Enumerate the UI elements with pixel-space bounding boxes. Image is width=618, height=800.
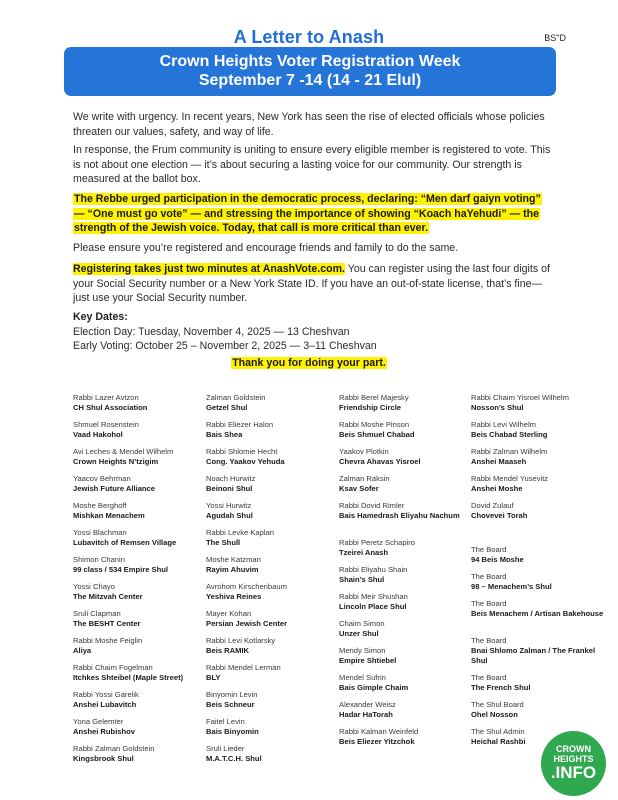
signatory-name: Shimon Chanin (73, 555, 125, 564)
signatory-organization: M.A.T.C.H. Shul (206, 754, 262, 763)
signatory (339, 420, 474, 440)
signatory-name: Rabbi Moshe Feiglin (73, 636, 143, 645)
signatory-organization: Anshei Maaseh (471, 457, 527, 466)
signatory (73, 582, 208, 602)
signatory-name: Mendel Sufrin (339, 673, 386, 682)
signatory-name: Yona Gelemter (73, 717, 124, 726)
signatory (206, 663, 341, 683)
signatory-organization: Hadar HaTorah (339, 710, 393, 719)
rebbe-highlight: The Rebbe urged participation in the democratic process, declaring: “Men darf gaiyn voting” — “One must go vote” — and stressing the importance of showing “Koach haYehudi” — the strength of the Jewish voice. Today, that call is more critical than ever. (74, 193, 541, 234)
signatory-organization: Jewish Future Alliance (73, 484, 156, 493)
signatory (206, 528, 341, 548)
crownheights-logo (541, 731, 606, 796)
signatory-name: Shmuel Rosenstein (73, 420, 139, 429)
signatory-name: The Board (471, 673, 507, 682)
signatory-name: Rabbi Eliezer Halon (206, 420, 274, 429)
signatory (73, 420, 208, 440)
signatory-organization: Bais Binyomin (206, 727, 259, 736)
signatory-organization: Ksav Sofer (339, 484, 379, 493)
signatory-organization: Beis RAMIK (206, 646, 250, 655)
signatory-name: Yossi Blachman (73, 528, 127, 537)
signatory (339, 700, 474, 720)
signatory-organization: The French Shul (471, 683, 531, 692)
signatory-name: Rabbi Eliyahu Shain (339, 565, 408, 574)
signatory (471, 572, 606, 592)
signatory-organization: Crown Heights N’tzigim (73, 457, 159, 466)
signatory-organization: Tzeirei Anash (339, 548, 389, 557)
signatory (73, 663, 208, 683)
logo-line2: .INFO (550, 763, 597, 782)
signatory-organization: The BESHT Center (73, 619, 141, 628)
signatory-name: Sruli Clapman (73, 609, 121, 618)
signatory-organization: Unzer Shul (339, 629, 379, 638)
signatory-name: Rabbi Peretz Schapiro (339, 538, 415, 547)
signatory (206, 501, 341, 521)
signatory-organization: Rayim Ahuvim (206, 565, 259, 574)
signatory-organization: 99 class / 534 Empire Shul (73, 565, 168, 574)
signatory-organization: Bais Hamedrash Eliyahu Nachum (339, 511, 460, 520)
signatory-name: Rabbi Shlomie Hecht (206, 447, 278, 456)
early-voting: Early Voting: October 25 – November 2, 2025 — 3–11 Cheshvan (73, 340, 377, 352)
signatory-name: Moshe Berghoff (73, 501, 127, 510)
signatory-name: Yaakov Plotkin (339, 447, 389, 456)
signatory-name: Rabbi Meir Shushan (339, 592, 408, 601)
signatory (73, 690, 208, 710)
signatory (206, 474, 341, 494)
signatory (471, 420, 606, 440)
signatory-name: Binyomin Levin (206, 690, 258, 699)
signatory-name: Zalman Raksin (339, 474, 390, 483)
signatory-organization: Vaad Hakohol (73, 430, 123, 439)
signatory (471, 501, 606, 521)
signatory-organization: Kingsbrook Shul (73, 754, 134, 763)
signatory-organization: Persian Jewish Center (206, 619, 288, 628)
signatory (206, 744, 341, 764)
signatory-organization: Chovevei Torah (471, 511, 528, 520)
letter-title: A Letter to Anash (233, 27, 385, 47)
signatory-organization: Bais Shea (206, 430, 243, 439)
signatory-organization: Shain’s Shul (339, 575, 385, 584)
signatory-organization: Cong. Yaakov Yehuda (206, 457, 285, 466)
signatory-organization: Beis Schneur (206, 700, 255, 709)
signatory-name: Zalman Goldstein (206, 393, 266, 402)
signatory-name: Rabbi Levke Kaplan (206, 528, 274, 537)
signatory-organization: Lincoln Place Shul (339, 602, 407, 611)
paragraph-urgency: We write with urgency. In recent years, New York has seen the rise of elected officials whose policies threaten our values, safety, and way of life. (73, 111, 545, 138)
signatory-organization: Itchkes Shteibel (Maple Street) (73, 673, 184, 682)
signatory-name: Rabbi Kalman Weinfeld (339, 727, 419, 736)
signatory-organization: Beis Menachem / Artisan Bakehouse (471, 609, 604, 618)
signatory (73, 393, 208, 413)
election-day: Election Day: Tuesday, November 4, 2025 — 13 Cheshvan (73, 325, 350, 338)
signatory-name: The Board (471, 545, 507, 554)
signatory (206, 393, 341, 413)
signatory-organization: CH Shul Association (73, 403, 148, 412)
thanks-highlight: Thank you for doing your part. (232, 357, 386, 369)
signatory (471, 673, 606, 693)
signatory-organization: BLY (206, 673, 221, 682)
signatory-name: Rabbi Zalman Wilhelm (471, 447, 548, 456)
signatory-organization: Bnai Shlomo Zalman / The Frankel Shul (471, 646, 596, 665)
signatory-organization: Ohel Nosson (471, 710, 518, 719)
key-dates-heading: Key Dates: (73, 311, 128, 323)
signatory-name: Rabbi Mendel Lerman (206, 663, 281, 672)
signatory-organization: Getzel Shul (206, 403, 248, 412)
signatory-name: Mendy Simon (339, 646, 386, 655)
signatory-name: Rabbi Dovid Rimler (339, 501, 405, 510)
signatory-name: Avrohom Kirschenbaum (206, 582, 287, 591)
signatory-name: The Board (471, 636, 507, 645)
signatory-organization: Heichal Rashbi (471, 737, 526, 746)
key-dates (73, 310, 553, 354)
paragraph-rebbe (73, 192, 553, 236)
signatory-name: Sruli Lieder (206, 744, 245, 753)
signatory-organization: Beis Shmuel Chabad (339, 430, 415, 439)
banner-heading: Crown Heights Voter Registration Week (159, 53, 461, 70)
signatory-organization: Bais Gimple Chaim (339, 683, 409, 692)
signatory (206, 447, 341, 467)
signatory (73, 609, 208, 629)
signatory-organization: Nosson’s Shul (471, 403, 524, 412)
signatory-name: The Board (471, 599, 507, 608)
signatory (339, 501, 474, 521)
signatory (339, 646, 474, 666)
signatory (339, 447, 474, 467)
signatory (73, 636, 208, 656)
signatory (339, 592, 474, 612)
signatory-organization: Yeshiva Reines (206, 592, 262, 601)
signatory-organization: 94 Beis Moshe (471, 555, 524, 564)
signatory (339, 393, 474, 413)
signatory-name: Alexander Weisz (339, 700, 396, 709)
signatory-name: Mayer Kohan (206, 609, 252, 618)
registering-details: You can register using the last four digits of your Social Security number or a New York State ID. If you have an out-of-state license, that’s fine—just use your Social Security number. (73, 263, 550, 304)
paragraph-ensure: Please ensure you’re registered and encourage friends and family to do the same. (73, 242, 459, 254)
signatory-organization: Lubavitch of Remsen Village (73, 538, 177, 547)
signatory (471, 393, 606, 413)
signatory (471, 545, 606, 565)
signatory-organization: 98 – Menachem’s Shul (471, 582, 552, 591)
signatory (471, 636, 606, 666)
logo-line1: CROWN HEIGHTS (553, 744, 594, 764)
signatory (206, 420, 341, 440)
signatory (206, 609, 341, 629)
signatory-organization: Empire Shtiebel (339, 656, 397, 665)
signatory-organization: Chevra Ahavas Yisroel (339, 457, 421, 466)
signatory (73, 501, 208, 521)
signatory-organization: Beinoni Shul (206, 484, 253, 493)
signatory-organization: Anshei Rubishov (73, 727, 136, 736)
signatory (339, 565, 474, 585)
signatory (73, 555, 208, 575)
signatory (339, 673, 474, 693)
signatory (73, 744, 208, 764)
signatory-name: Rabbi Levi Wilhelm (471, 420, 536, 429)
signatory-name: The Board (471, 572, 507, 581)
signatory (206, 636, 341, 656)
signatory-name: Rabbi Moshe Pinson (339, 420, 410, 429)
signatory (471, 599, 606, 619)
signatory-name: The Shul Admin (471, 727, 525, 736)
signatory (339, 474, 474, 494)
paragraph-registering (73, 262, 553, 306)
title-banner (64, 47, 556, 96)
signatory-name: Chaim Simon (339, 619, 385, 628)
signatory-name: Rabbi Yossi Garelik (73, 690, 139, 699)
bsd-mark: BS"D (544, 33, 566, 43)
signatory (206, 555, 341, 575)
signatory-organization: Anshei Lubavitch (73, 700, 137, 709)
signatory-organization: Beis Eliezer Yitzchok (339, 737, 415, 746)
signatory (73, 528, 208, 548)
signatory (206, 690, 341, 710)
signatory-name: Avi Leches & Mendel Wilhelm (73, 447, 174, 456)
signatory-organization: Mishkan Menachem (73, 511, 145, 520)
signatory (206, 717, 341, 737)
signatory-name: Rabbi Lazer Avtzon (73, 393, 139, 402)
signatory (471, 447, 606, 467)
signatory-organization: Agudah Shul (206, 511, 253, 520)
signatory-organization: Friendship Circle (339, 403, 402, 412)
registering-highlight: Registering takes just two minutes at AnashVote.com. (73, 263, 345, 275)
signatory-name: Rabbi Levi Kotlarsky (206, 636, 276, 645)
signatory-name: Yossi Hurwitz (206, 501, 252, 510)
signatory-name: Rabbi Chaim Fogelman (73, 663, 153, 672)
signatory (471, 700, 606, 720)
signatory-organization: Aliya (73, 646, 92, 655)
signatory-name: Noach Hurwitz (206, 474, 256, 483)
signatory (339, 619, 474, 639)
signatory-name: Dovid Zulauf (471, 501, 514, 510)
signatory-name: Yossi Chayo (73, 582, 115, 591)
banner-dates: September 7 -14 (14 - 21 Elul) (198, 72, 422, 89)
signatory-name: Rabbi Chaim Yisroel Wilhelm (471, 393, 569, 402)
signatory-organization: Anshei Moshe (471, 484, 523, 493)
signatory (73, 447, 208, 467)
signatory (339, 538, 474, 558)
signatory-organization: The Shull (206, 538, 241, 547)
signatory-organization: The Mitzvah Center (73, 592, 143, 601)
signatory (339, 727, 474, 747)
signatory-name: Moshe Katzman (206, 555, 261, 564)
signatory-organization: Beis Chabad Sterling (471, 430, 548, 439)
signatory-name: Rabbi Zalman Goldstein (73, 744, 155, 753)
signatory (206, 582, 341, 602)
signatory-name: Faitel Levin (206, 717, 245, 726)
signatory (73, 717, 208, 737)
paragraph-response: In response, the Frum community is uniting to ensure every eligible member is registered to vote. This is not about one election — it’s about securing a lasting voice for our community. Our strength is measured at the ballot box. (73, 144, 551, 185)
signatory-name: Rabbi Berel Majesky (339, 393, 409, 402)
signatory-name: Yaacov Behrman (73, 474, 131, 483)
signatory (73, 474, 208, 494)
thanks-line (0, 357, 618, 369)
signatory-name: The Shul Board (471, 700, 524, 709)
signatory (471, 474, 606, 494)
signatory-name: Rabbi Mendel Yusevitz (471, 474, 549, 483)
